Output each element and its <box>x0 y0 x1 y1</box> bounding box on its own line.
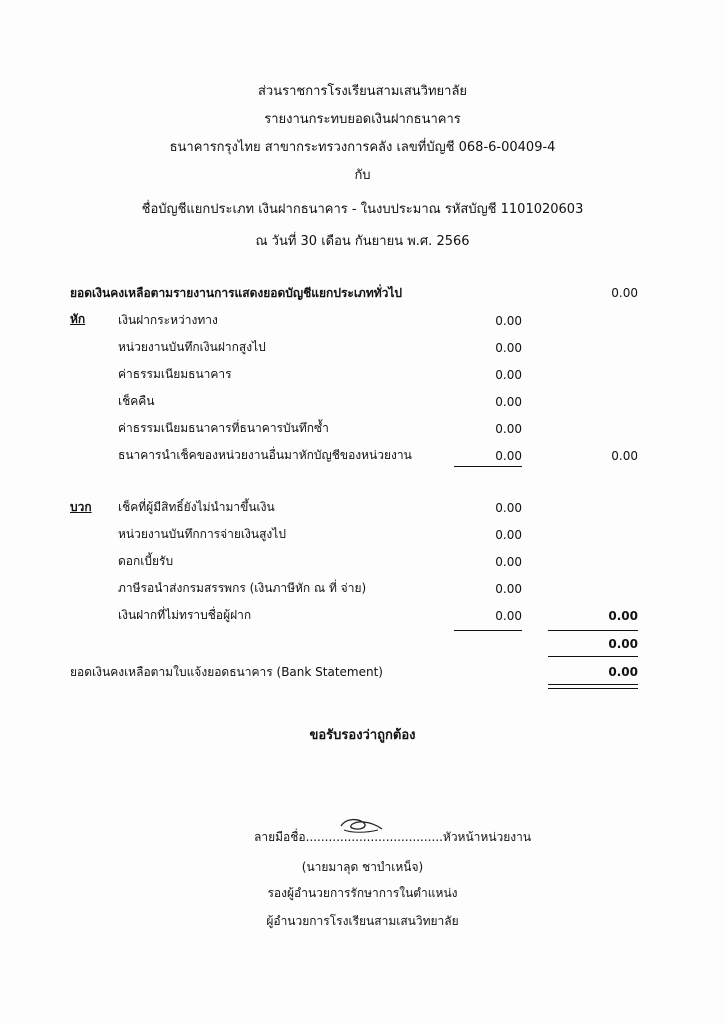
deduct-item-amount: 0.00 <box>495 341 522 355</box>
add-item-amount: 0.00 <box>495 555 522 569</box>
deduct-item-label: ธนาคารนำเช็คของหน่วยงานอื่นมาหักบัญชีของหน่วยงาน <box>118 448 412 462</box>
add-item-label: เงินฝากที่ไม่ทราบชื่อผู้ฝาก <box>118 608 252 622</box>
deduct-item-amount: 0.00 <box>495 422 522 436</box>
header-line-4: กับ <box>354 168 371 183</box>
add-total-underline <box>548 630 638 631</box>
subtotal: 0.00 <box>608 637 638 651</box>
subtotal-underline <box>548 656 638 657</box>
signer-position-2: ผู้อำนวยการโรงเรียนสามเสนวิทยาลัย <box>266 914 459 928</box>
deduct-item-label: เงินฝากระหว่างทาง <box>118 313 218 327</box>
signer-name: (นายมาลุด ชาบำเหน็จ) <box>301 860 424 874</box>
ledger-balance-total: 0.00 <box>611 286 638 300</box>
certify-text: ขอรับรองว่าถูกต้อง <box>309 728 416 743</box>
header-line-6: ณ วันที่ 30 เดือน กันยายน พ.ศ. 2566 <box>255 234 470 249</box>
deduct-heading: หัก <box>70 312 86 326</box>
bank-statement-double-underline-top <box>548 684 638 685</box>
add-heading: บวก <box>70 500 92 514</box>
deduct-total: 0.00 <box>611 449 638 463</box>
add-item-amount: 0.00 <box>495 528 522 542</box>
header-line-3: ธนาคารกรุงไทย สาขากระทรวงการคลัง เลขที่บัญชี 068-6-00409-4 <box>169 140 556 155</box>
add-item-label: ดอกเบี้ยรับ <box>118 554 174 568</box>
deduct-item-amount: 0.00 <box>495 395 522 409</box>
add-item-amount: 0.00 <box>495 582 522 596</box>
deduct-item-label: เช็คคืน <box>118 394 155 408</box>
add-item-label: หน่วยงานบันทึกการจ่ายเงินสูงไป <box>118 527 286 541</box>
add-item-label: เช็คที่ผู้มีสิทธิ์ยังไม่นำมาขึ้นเงิน <box>118 500 275 514</box>
header-line-2: รายงานกระทบยอดเงินฝากธนาคาร <box>264 112 461 127</box>
add-underline <box>454 630 522 631</box>
deduct-item-amount: 0.00 <box>495 449 522 463</box>
deduct-item-label: หน่วยงานบันทึกเงินฝากสูงไป <box>118 340 266 354</box>
bank-statement-double-underline-bottom <box>548 688 638 689</box>
deduct-item-label: ค่าธรรมเนียมธนาคารที่ธนาคารบันทึกซ้ำ <box>118 421 329 435</box>
header-line-1: ส่วนราชการโรงเรียนสามเสนวิทยาลัย <box>257 84 468 99</box>
add-item-amount: 0.00 <box>495 609 522 623</box>
add-item-label: ภาษีรอนำส่งกรมสรรพกร (เงินภาษีหัก ณ ที่ จ่าย) <box>118 581 367 595</box>
deduct-item-label: ค่าธรรมเนียมธนาคาร <box>118 367 232 381</box>
add-total: 0.00 <box>608 609 638 623</box>
add-item-amount: 0.00 <box>495 501 522 515</box>
bank-statement-label: ยอดเงินคงเหลือตามใบแจ้งยอดธนาคาร (Bank Statement) <box>70 665 383 679</box>
deduct-item-amount: 0.00 <box>495 314 522 328</box>
deduct-item-amount: 0.00 <box>495 368 522 382</box>
header-line-5: ชื่อบัญชีแยกประเภท เงินฝากธนาคาร - ในงบประมาณ รหัสบัญชี 1101020603 <box>141 202 584 217</box>
signer-position-1: รองผู้อำนวยการรักษาการในตำแหน่ง <box>267 886 458 900</box>
bank-statement-total: 0.00 <box>608 665 638 679</box>
deduct-underline <box>454 466 522 467</box>
signature-line: ลายมือชื่อ....................................หัวหน้าหน่วยงาน <box>254 830 532 844</box>
ledger-balance-label: ยอดเงินคงเหลือตามรายงานการแสดงยอดบัญชีแยกประเภททั่วไป <box>70 286 403 300</box>
